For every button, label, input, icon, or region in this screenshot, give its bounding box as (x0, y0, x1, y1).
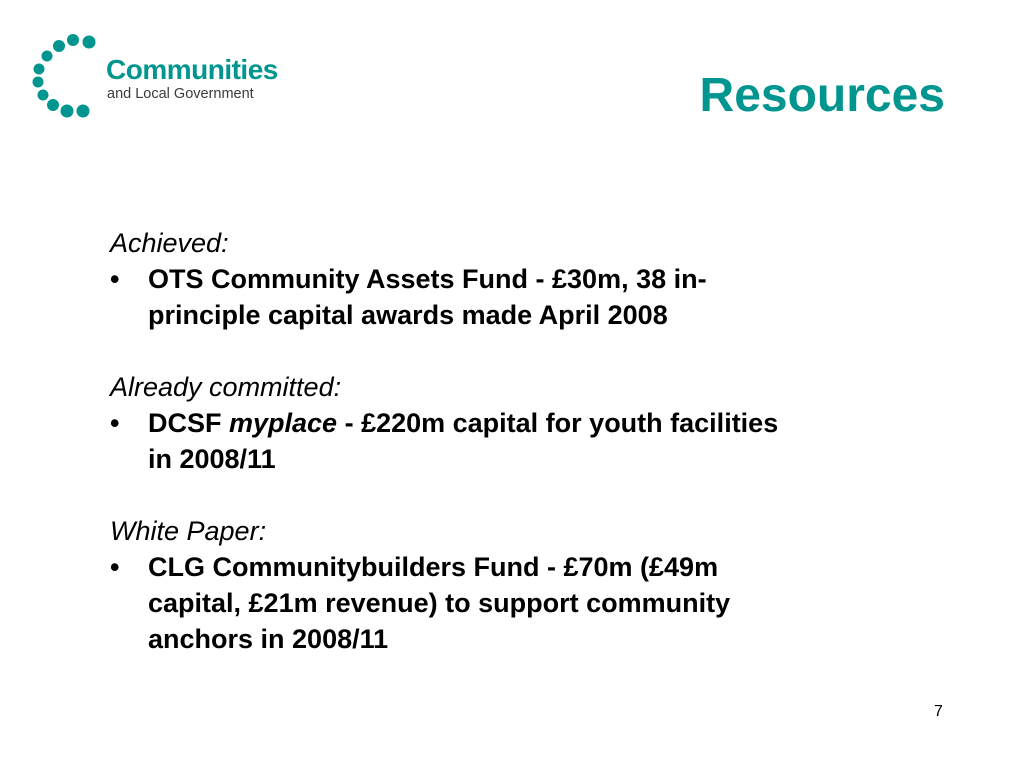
slide-title: Resources (699, 69, 945, 122)
bullet-item (110, 261, 980, 333)
section-achieved (110, 225, 980, 333)
slide-content (110, 225, 980, 657)
section-heading: Already committed: (110, 372, 342, 402)
bullet-emphasis: myplace (229, 408, 338, 438)
bullet-item (110, 405, 980, 477)
bullet-text (148, 405, 980, 477)
section-heading: White Paper: (110, 516, 267, 546)
bullet-item (110, 549, 980, 657)
section-already-committed (110, 369, 980, 477)
page-number: 7 (934, 703, 943, 720)
bullet-text (148, 549, 980, 657)
bullet-line: CLG Communitybuilders Fund - £70m (£49m (148, 552, 719, 582)
bullet-marker: • (110, 408, 120, 438)
communities-logo (30, 31, 278, 121)
section-heading: Achieved: (110, 228, 229, 258)
bullet-line: principle capital awards made April 2008 (148, 300, 668, 330)
bullet-line: anchors in 2008/11 (148, 624, 389, 654)
bullet-text (148, 261, 980, 333)
bullet-prefix: DCSF (148, 408, 229, 438)
logo-wordmark: Communities (106, 54, 278, 85)
bullet-suffix: - £220m capital for youth facilities (337, 408, 779, 438)
bullet-line: OTS Community Assets Fund - £30m, 38 in- (148, 264, 707, 294)
bullet-marker: • (110, 552, 120, 582)
section-white-paper (110, 513, 980, 657)
bullet-line: in 2008/11 (148, 444, 276, 474)
circle-of-dots-icon (30, 31, 110, 121)
bullet-line: capital, £21m revenue) to support community (148, 588, 731, 618)
logo-subline: and Local Government (107, 86, 254, 102)
bullet-marker: • (110, 264, 120, 294)
